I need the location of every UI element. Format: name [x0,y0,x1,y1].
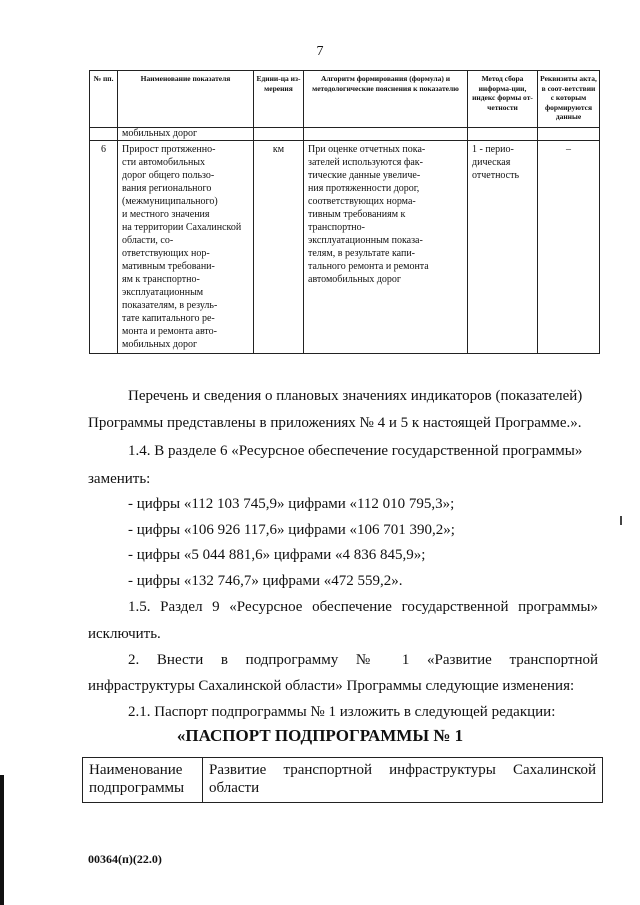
paragraph-section-9-cont: исключить. [88,626,161,642]
row-name-line: и местного значения [122,209,210,220]
row-algorithm-line: транспортно- [308,222,365,233]
header-cell-unit: Едини-ца из-мерения [254,71,304,128]
row-number: 6 [90,141,118,354]
scan-edge-mark [0,775,4,905]
row-algorithm-line: телям, в результате капи- [308,248,416,259]
header-cell-number: № пп. [90,71,118,128]
row-method [468,141,538,354]
passport-row [83,758,603,803]
paragraph-list-intro: Перечень и сведения о плановых значениях индикаторов (показателей) [128,388,583,404]
row-method-line: отчетность [472,170,520,181]
page-number: 7 [316,44,324,59]
row-name-line: ответствующих нор- [122,248,210,259]
paragraph-passport-intro: 2.1. Паспорт подпрограммы № 1 изложить в следующей редакции: [128,704,556,720]
cont-cell-algorithm [304,128,468,141]
indicators-table [89,70,600,354]
paragraph-section-6-cont: заменить: [88,471,151,487]
row-name-line: мобильных дорог [122,339,198,350]
row-algorithm [304,141,468,354]
passport-label-line: Наименование [89,762,183,778]
passport-label-line: подпрограммы [89,780,185,796]
paragraph-subprogram-cont: инфраструктуры Сахалинской области» Программы следующие изменения: [88,678,575,694]
row-algorithm-line: эксплуатационным показа- [308,235,423,246]
paragraph-section-9: 1.5. Раздел 9 «Ресурсное обеспечение государственной программы» [128,599,598,615]
paragraph-subprogram: 2. Внести в подпрограмму № 1 «Развитие транспортной [128,652,598,668]
row-name-line: сти автомобильных [122,157,206,168]
row-method-line: дическая [472,157,511,168]
row-name-line: тате капитального ре- [122,313,215,324]
replace-item-3: - цифры «5 044 881,6» цифрами «4 836 845,9»; [128,547,426,563]
row-unit: км [254,141,304,354]
row-name-line: на территории Сахалинской области, со- [122,222,242,246]
replace-item-2: - цифры «106 926 117,6» цифрами «106 701 390,2»; [128,522,455,538]
row-algorithm-line: тального ремонта и ремонта [308,261,429,272]
row-name-line: монта и ремонта авто- [122,326,217,337]
row-requisites: – [538,141,600,354]
passport-title: «ПАСПОРТ ПОДПРОГРАММЫ № 1 [176,726,464,745]
table-header-row [90,71,600,128]
table-row [90,141,600,354]
row-name-line: эксплуатационным [122,287,204,298]
cont-cell-requisites [538,128,600,141]
passport-label [83,758,203,803]
header-cell-method: Метод сбора информа-ции, индекс формы от-четности [468,71,538,128]
row-name-line: (межмуниципального) [122,196,218,207]
header-cell-algorithm: Алгоритм формирования (формула) и методологические пояснения к показателю [304,71,468,128]
row-name-line: ям к транспортно- [122,274,200,285]
cont-cell-name: мобильных дорог [118,128,254,141]
row-algorithm-line: автомобильных дорог [308,274,402,285]
row-method-line: 1 - перио- [472,144,514,155]
cont-cell-unit [254,128,304,141]
row-name-line: вания регионального [122,183,212,194]
row-algorithm-line: ния протяженности дорог, [308,183,420,194]
header-cell-name: Наименование показателя [118,71,254,128]
row-algorithm-line: зателей используются фак- [308,157,423,168]
passport-table [82,757,603,803]
table-row-continuation [90,128,600,141]
paragraph-list-intro-cont: Программы представлены в приложениях № 4 и 5 к настоящей Программе.». [88,415,582,431]
row-name-line: Прирост протяженно- [122,144,216,155]
header-cell-requisites: Реквизиты акта, в соот-ветствии с которым формируются данные [538,71,600,128]
row-algorithm-line: соответствующих норма- [308,196,416,207]
replace-item-4: - цифры «132 746,7» цифрами «472 559,2». [128,573,403,589]
scan-artifact-mark [620,516,622,525]
row-name [118,141,254,354]
row-algorithm-line: тические данные увеличе- [308,170,421,181]
row-name-line: показателям, в резуль- [122,300,218,311]
paragraph-section-6: 1.4. В разделе 6 «Ресурсное обеспечение государственной программы» [128,443,583,459]
passport-value: Развитие транспортной инфраструктуры Сахалинской области [203,758,603,803]
row-name-line: мативным требовани- [122,261,215,272]
row-name-line: дорог общего пользо- [122,170,215,181]
document-code: 00364(п)(22.0) [88,852,162,866]
replace-item-1: - цифры «112 103 745,9» цифрами «112 010 795,3»; [128,496,455,512]
row-algorithm-line: тивным требованиям к [308,209,406,220]
row-algorithm-line: При оценке отчетных пока- [308,144,426,155]
cont-cell-method [468,128,538,141]
cont-cell-number [90,128,118,141]
